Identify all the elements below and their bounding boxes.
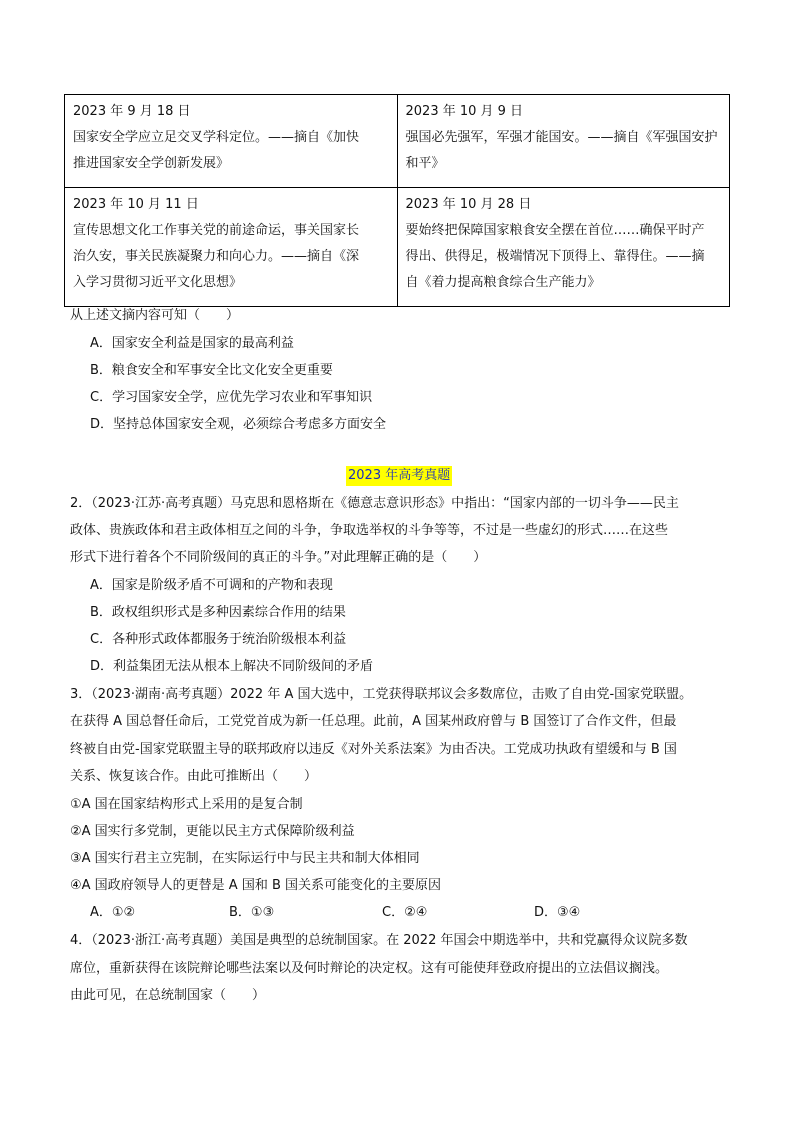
quote-date: 2023 年 10 月 28 日 [405, 197, 532, 212]
table-row [65, 95, 730, 188]
quote-text: 宣传思想文化工作事关党的前途命运，事关国家长 [73, 223, 360, 238]
q1-option-c[interactable]: C．学习国家安全学，应优先学习农业和军事知识 [90, 390, 373, 405]
q4-stem-line: 4．（2023·浙江·高考真题）美国是典型的总统制国家。在 2022 年国会中期选举中，共和党赢得众议院多数 [70, 933, 688, 948]
q3-option-d[interactable]: D．③④ [534, 905, 581, 920]
quote-date: 2023 年 10 月 9 日 [405, 104, 524, 119]
quote-table [64, 94, 730, 307]
q3-stem-line: 终被自由党-国家党联盟主导的联邦政府以违反《对外关系法案》为由否决。工党成功执政有望缓和与 B 国 [70, 742, 677, 757]
q2-stem-line: 形式下进行着各个不同阶级间的真正的斗争。”对此理解正确的是（ ） [70, 550, 487, 565]
quote-date: 2023 年 10 月 11 日 [73, 197, 199, 212]
q1-option-a[interactable]: A．国家安全利益是国家的最高利益 [90, 336, 294, 351]
q2-option-b[interactable]: B．政权组织形式是多种因素综合作用的结果 [90, 605, 346, 620]
q3-stem-line: 关系、恢复该合作。由此可推断出（ ） [70, 769, 318, 784]
quote-date: 2023 年 9 月 18 日 [73, 104, 191, 119]
quote-cell-1 [65, 95, 398, 188]
quote-text: 治久安，事关民族凝聚力和向心力。——摘自《深 [73, 249, 360, 264]
q3-option-b[interactable]: B．①③ [229, 905, 275, 920]
table-row [65, 188, 730, 307]
q3-statement: ④A 国政府领导人的更替是 A 国和 B 国关系可能变化的主要原因 [70, 878, 442, 893]
q4-stem-line: 由此可见，在总统制国家（ ） [70, 988, 266, 1003]
quote-text: 入学习贯彻习近平文化思想》 [73, 275, 243, 290]
q3-statement: ①A 国在国家结构形式上采用的是复合制 [70, 797, 303, 812]
q2-stem-line: 2．（2023·江苏·高考真题）马克思和恩格斯在《德意志意识形态》中指出：“国家内部的一切斗争——民主 [70, 496, 679, 511]
section-title: 2023 年高考真题 [346, 466, 452, 486]
q3-stem-line: 3．（2023·湖南·高考真题）2022 年 A 国大选中，工党获得联邦议会多数席位，击败了自由党-国家党联盟。 [70, 687, 693, 702]
quote-text: 推进国家安全学创新发展》 [73, 156, 230, 171]
q1-option-b[interactable]: B．粮食安全和军事安全比文化安全更重要 [90, 363, 333, 378]
q2-option-a[interactable]: A．国家是阶级矛盾不可调和的产物和表现 [90, 578, 333, 593]
quote-text: 强国必先强军，军强才能国安。——摘自《军强国安护 [405, 130, 718, 145]
q3-stem-line: 在获得 A 国总督任命后，工党党首成为新一任总理。此前，A 国某州政府曾与 B 国签订了合作文件，但最 [70, 714, 677, 729]
q2-option-c[interactable]: C．各种形式政体都服务于统治阶级根本利益 [90, 632, 347, 647]
q3-option-a[interactable]: A．①② [90, 905, 136, 920]
q2-stem-line: 政体、贵族政体和君主政体相互之间的斗争，争取选举权的斗争等等，不过是一些虚幻的形式……在这些 [70, 523, 669, 538]
quote-cell-4 [397, 188, 730, 307]
quote-text: 得出、供得足，极端情况下顶得上、靠得住。——摘 [405, 249, 705, 264]
q4-stem-line: 席位，重新获得在该院辩论哪些法案以及何时辩论的决定权。这有可能使拜登政府提出的立法倡议搁浅。 [70, 961, 669, 976]
quote-text: 和平》 [405, 156, 445, 171]
quote-text: 国家安全学应立足交叉学科定位。——摘自《加快 [73, 130, 360, 145]
quote-text: 要始终把保障国家粮食安全摆在首位……确保平时产 [405, 223, 705, 238]
quote-text: 自《着力提高粮食综合生产能力》 [405, 275, 601, 290]
quote-cell-2 [397, 95, 730, 188]
q1-stem: 从上述文摘内容可知（ ） [70, 308, 240, 323]
quote-cell-3 [65, 188, 398, 307]
q2-option-d[interactable]: D．利益集团无法从根本上解决不同阶级间的矛盾 [90, 659, 374, 674]
q3-statement: ③A 国实行君主立宪制，在实际运行中与民主共和制大体相同 [70, 851, 420, 866]
q3-option-c[interactable]: C．②④ [382, 905, 428, 920]
q1-option-d[interactable]: D．坚持总体国家安全观，必须综合考虑多方面安全 [90, 417, 387, 432]
q3-statement: ②A 国实行多党制，更能以民主方式保障阶级利益 [70, 824, 355, 839]
